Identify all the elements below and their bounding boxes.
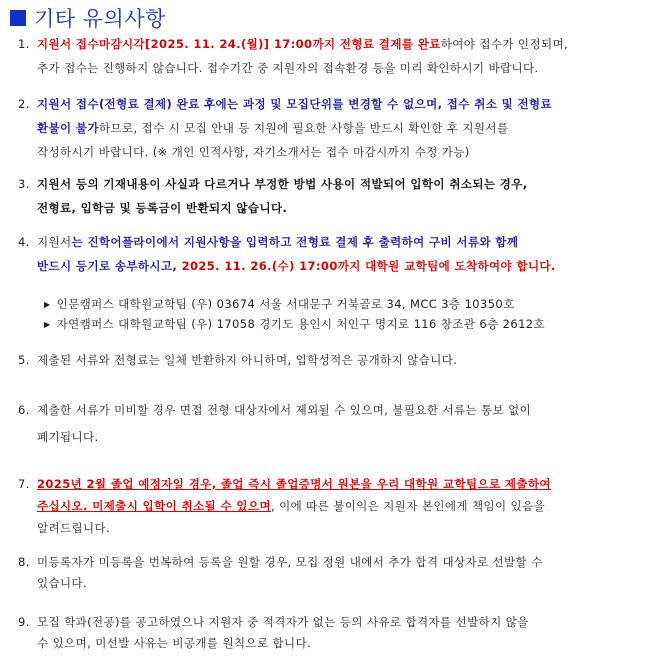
- notice-text-segment: 반드시 등기로 송부하시고,: [37, 259, 182, 273]
- campus-address-text: 자연캠퍼스 대학원교학팀 (우) 17058 경기도 용인시 처인구 명지로 116 창조관 6층 2612호: [56, 317, 546, 331]
- notice-item-number: 1.: [18, 37, 30, 51]
- notice-line: [37, 350, 457, 371]
- title-square-icon: [10, 10, 26, 26]
- notice-text-segment: 지원서 등의 기재내용이 사실과 다르거나 부정한 방법 사용이 적발되어 입학이 취소되는 경우,: [37, 177, 528, 191]
- notice-item-number: 8.: [18, 555, 30, 569]
- notice-text-segment: 하여야 접수가 인정되며,: [440, 37, 569, 51]
- triangle-bullet-icon: ▶: [44, 300, 51, 309]
- notice-text-segment: 지원서 접수(전형료 결제) 완료 후에는 과정 및 모집단위를 변경할 수 없으며, 접수 취소 및 전형료: [37, 97, 553, 111]
- section-title-text: 기타 유의사항: [34, 7, 166, 31]
- notice-text-segment: , 이에 따른 불이익은 지원자 본인에게 책임이 있음을: [270, 499, 546, 513]
- notice-line: [37, 612, 529, 633]
- notice-text-segment: 모집 학과(전공)를 공고하였으나 지원자 중 적격자가 없는 등의 사유로 합격자를 선발하지 않을: [37, 615, 529, 629]
- campus-address-item: [44, 314, 545, 336]
- notice-item-number: 7.: [18, 477, 30, 491]
- notice-line: [37, 34, 568, 55]
- notice-text-segment: 폐기됩니다.: [37, 430, 99, 444]
- section-title: [10, 4, 166, 32]
- notice-item-number: 9.: [18, 615, 30, 629]
- notice-line: [37, 573, 87, 594]
- notice-item-number: 6.: [18, 403, 30, 417]
- notice-text-segment: 제출한 서류가 미비할 경우 면접 전형 대상자에서 제외될 수 있으며, 불필요한 서류는 통보 없이: [37, 403, 532, 417]
- notice-text-segment: 는 진학어플라이에서 지원사항을 입력하고 전형료 결제 후 출력하여 구비 서류와 함께: [71, 235, 519, 249]
- notice-text-segment: 2025년 2월 졸업 예정자일 경우, 졸업 즉시 졸업증명서 원본을 우리 대학원 교학팀으로 제출하여: [37, 477, 551, 491]
- notice-text-segment: 환불이 불가: [37, 121, 99, 135]
- notice-line: [37, 198, 287, 219]
- notice-text-segment: 지원서 접수마감시각[2025. 11. 24.(월)] 17:00까지 전형료 결제를 완료: [37, 37, 441, 51]
- notice-text-segment: 추가 접수는 진행하지 않습니다. 접수기간 중 지원자의 접속환경 등을 미리 확인하시기 바랍니다.: [37, 61, 539, 75]
- notice-line: [37, 174, 528, 195]
- notice-text-segment: 지원서: [37, 235, 72, 249]
- notice-item-number: 5.: [18, 353, 30, 367]
- notice-line: [37, 256, 556, 277]
- notice-text-segment: 미등록자가 미등록을 번복하여 등록을 원할 경우, 모집 정원 내에서 추가 합격 대상자로 선발할 수: [37, 555, 543, 569]
- notice-text-segment: 수 있으며, 미선발 사유는 비공개를 원칙으로 합니다.: [37, 636, 312, 650]
- notice-item-number: 2.: [18, 97, 30, 111]
- notice-text-segment: 작성하시기 바랍니다. (※ 개인 인적사항, 자기소개서는 접수 마감시까지 수정 가능): [37, 145, 470, 159]
- notice-line: [37, 496, 545, 517]
- notice-line: [37, 400, 531, 421]
- notice-line: [37, 633, 311, 654]
- notice-line: [37, 58, 539, 79]
- notice-text-segment: 알려드립니다.: [37, 521, 111, 535]
- notice-line: [37, 518, 110, 539]
- notice-text-segment: 주십시오. 미제출시 입학이 취소될 수 있으며: [37, 499, 271, 513]
- notice-line: [37, 118, 508, 139]
- notice-text-segment: 하므로, 접수 시 모집 안내 등 지원에 필요한 사항을 반드시 확인한 후 지원서를: [98, 121, 509, 135]
- notice-text-segment: 2025. 11. 26.(수) 17:00까지 대학원 교학팀에 도착하여야 합니다.: [181, 259, 556, 273]
- notice-line: [37, 232, 518, 253]
- notice-item-number: 4.: [18, 235, 30, 249]
- notice-line: [37, 142, 470, 163]
- campus-address-text: 인문캠퍼스 대학원교학팀 (우) 03674 서울 서대문구 거북골로 34, MCC 3층 10350호: [56, 297, 515, 311]
- notice-text-segment: 전형료, 입학금 및 등록금이 반환되지 않습니다.: [37, 201, 288, 215]
- notice-line: [37, 427, 99, 448]
- notice-line: [37, 474, 551, 495]
- notice-text-segment: 있습니다.: [37, 576, 88, 590]
- notice-item-number: 3.: [18, 177, 30, 191]
- campus-address-item: [44, 294, 515, 316]
- notice-text-segment: 제출된 서류와 전형료는 일체 반환하지 아니하며, 입학성적은 공개하지 않습니다.: [37, 353, 458, 367]
- notice-line: [37, 552, 543, 573]
- notice-line: [37, 94, 552, 115]
- triangle-bullet-icon: ▶: [44, 320, 51, 329]
